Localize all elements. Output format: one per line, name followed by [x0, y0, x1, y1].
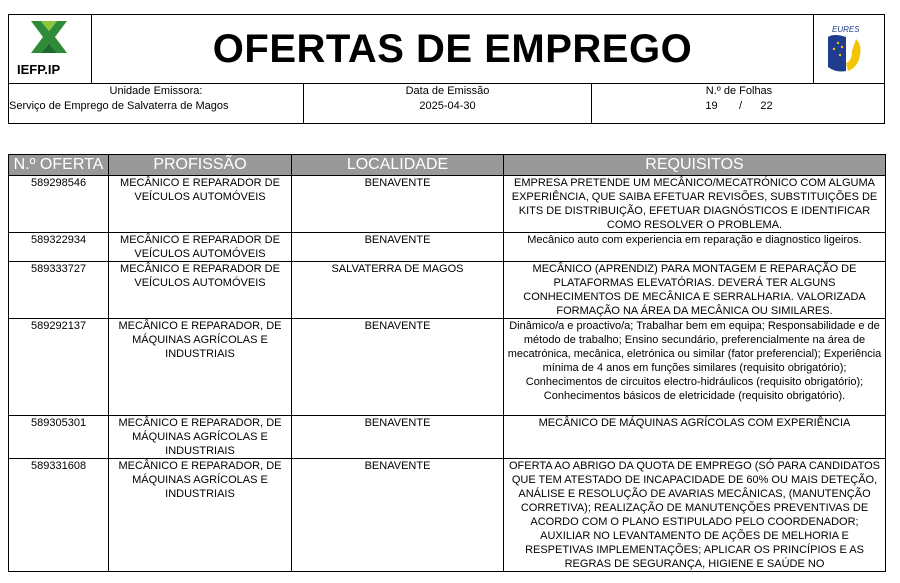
- offer-requirements: OFERTA AO ABRIGO DA QUOTA DE EMPREGO (SÓ PARA CANDIDATOS QUE TEM ATESTADO DE INCAPACIDADE DE 60% OU MAIS DETEÇÃO, ANÁLISE E RESOLUÇÃO DE AVARIAS MECÂNICAS, (MANUTENÇÃO CORRETIVA); REALIZAÇÃO DE MANUTENÇÕES PREVENTIVAS DE ACORDO COM O PLANO ESTIPULADO PELO COORDENADOR; AUXILIAR NO LEVANTAMENTO DE AÇÕES DE MELHORIA E RESPETIVAS IMPLEMENTAÇÕES; APLICAR OS PRINCÍPIOS E AS REGRAS DE SEGURANÇA, HIGIENE E SAÚDE NO: [504, 459, 886, 572]
- unidade-label: Unidade Emissora:: [109, 85, 203, 97]
- table-row: [9, 459, 886, 572]
- offer-requirements: MECÂNICO DE MÁQUINAS AGRÍCOLAS COM EXPERIÊNCIA: [504, 416, 886, 459]
- table-row: [9, 233, 886, 262]
- eures-logo-icon: [814, 15, 884, 83]
- numero-folhas: [592, 83, 886, 124]
- offer-profession: MECÂNICO E REPARADOR, DE MÁQUINAS AGRÍCOLAS E INDUSTRIAIS: [109, 459, 292, 572]
- data-label: Data de Emissão: [405, 85, 490, 97]
- table-row: [9, 176, 886, 233]
- offer-location: BENAVENTE: [292, 459, 504, 572]
- column-header-localidade: LOCALIDADE: [292, 155, 504, 176]
- offer-requirements: Dinâmico/a e proactivo/a; Trabalhar bem em equipa; Responsabilidade e de método de trabalho; Ensino secundário, preferencialmente na área de mecatrónica, mecânica, eletrónica ou similar (fator preferencial); Experiência mínima de 4 anos em funções similares (requisito obrigatório); Conhecimentos de circuitos electro-hidráulicos (requisito obrigatório); Conhecimentos básicos de eletricidade (requisito obrigatório).: [504, 319, 886, 416]
- unidade-emissora: [9, 83, 304, 124]
- column-header-profissao: PROFISSÃO: [109, 155, 292, 176]
- table-row: [9, 416, 886, 459]
- table-row: [9, 262, 886, 319]
- offer-number: 589298546: [9, 176, 109, 233]
- column-header-numero: N.º OFERTA: [9, 155, 109, 176]
- offer-location: BENAVENTE: [292, 319, 504, 416]
- offer-number: 589333727: [9, 262, 109, 319]
- offer-location: BENAVENTE: [292, 233, 504, 262]
- offer-number: 589305301: [9, 416, 109, 459]
- offer-location: BENAVENTE: [292, 416, 504, 459]
- page-title: OFERTAS DE EMPREGO: [212, 26, 693, 71]
- offer-requirements: MECÂNICO (APRENDIZ) PARA MONTAGEM E REPARAÇÃO DE PLATAFORMAS ELEVATÓRIAS. DEVERÁ TER ALGUNS CONHECIMENTOS DE MECÂNICA E SERRALHARIA. VALORIZADA FORMAÇÃO NA ÁREA DA MECÂNICA OU SIMILARES.: [504, 262, 886, 319]
- header-info-row: [9, 83, 884, 124]
- table-row: [9, 319, 886, 416]
- iefp-logo: [9, 15, 92, 83]
- offer-number: 589322934: [9, 233, 109, 262]
- unidade-value: Serviço de Emprego de Salvaterra de Magos: [9, 100, 229, 112]
- header-top-row: [9, 15, 884, 84]
- offer-profession: MECÂNICO E REPARADOR, DE MÁQUINAS AGRÍCOLAS E INDUSTRIAIS: [109, 319, 292, 416]
- eures-logo-text: EURES: [832, 25, 860, 34]
- offer-profession: MECÂNICO E REPARADOR DE VEÍCULOS AUTOMÓVEIS: [109, 262, 292, 319]
- offer-number: 589331608: [9, 459, 109, 572]
- folhas-value: 19 / 22: [705, 100, 773, 112]
- offer-number: 589292137: [9, 319, 109, 416]
- offer-profession: MECÂNICO E REPARADOR DE VEÍCULOS AUTOMÓVEIS: [109, 176, 292, 233]
- iefp-logo-text: IEFP.IP: [17, 62, 61, 77]
- document-header: [8, 14, 885, 124]
- offer-profession: MECÂNICO E REPARADOR, DE MÁQUINAS AGRÍCOLAS E INDUSTRIAIS: [109, 416, 292, 459]
- data-emissao: [304, 83, 592, 124]
- offer-requirements: EMPRESA PRETENDE UM MECÂNICO/MECATRÓNICO COM ALGUMA EXPERIÊNCIA, QUE SAIBA EFETUAR REVISÕES, SUBSTITUIÇÕES DE KITS DE DISTRIBUIÇÃO, EFETUAR DIAGNÓSTICOS E IDENTIFICAR COMO RESOLVER O PROBLEMA.: [504, 176, 886, 233]
- eures-logo: [813, 15, 884, 83]
- offer-location: BENAVENTE: [292, 176, 504, 233]
- column-header-requisitos: REQUISITOS: [504, 155, 886, 176]
- offer-requirements: Mecânico auto com experiencia em reparação e diagnostico ligeiros.: [504, 233, 886, 262]
- offer-location: SALVATERRA DE MAGOS: [292, 262, 504, 319]
- folhas-label: N.º de Folhas: [705, 85, 773, 97]
- table-header-row: [9, 155, 886, 176]
- data-value: 2025-04-30: [419, 100, 476, 112]
- offers-table: [8, 154, 886, 572]
- offer-profession: MECÂNICO E REPARADOR DE VEÍCULOS AUTOMÓVEIS: [109, 233, 292, 262]
